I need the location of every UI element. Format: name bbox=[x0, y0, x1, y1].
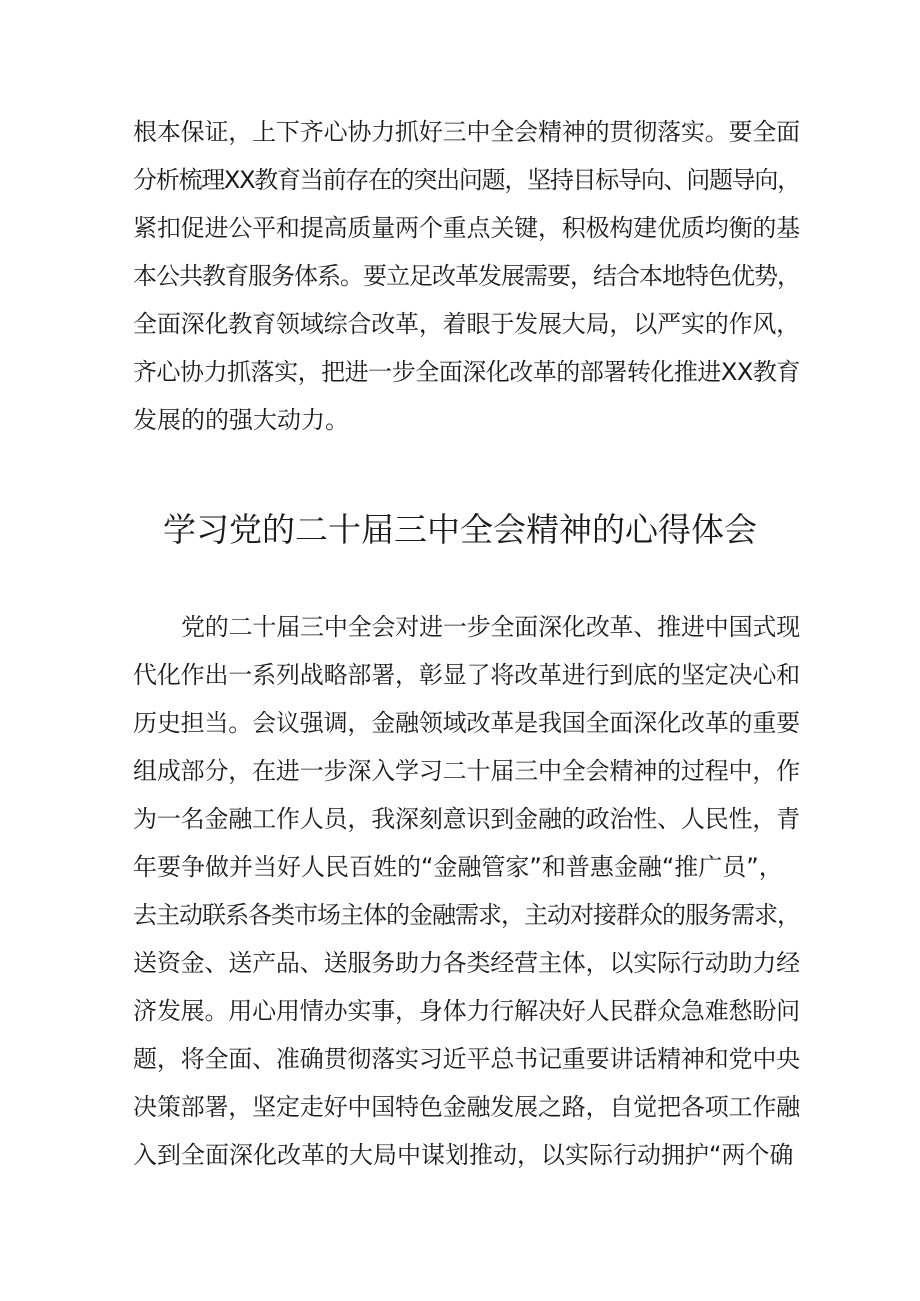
article-line: 历史担当。会议强调，金融领域改革是我国全面深化改革的重要 bbox=[133, 709, 800, 737]
article-line: 去主动联系各类市场主体的金融需求，主动对接群众的服务需求， bbox=[133, 901, 800, 929]
article-line: 入到全面深化改革的大局中谋划推动，以实际行动拥护“两个确 bbox=[133, 1141, 794, 1169]
article-line: 送资金、送产品、送服务助力各类经营主体，以实际行动助力经 bbox=[133, 949, 800, 977]
intro-line: 本公共教育服务体系。要立足改革发展需要，结合本地特色优势， bbox=[133, 262, 800, 290]
intro-line: 发展的的强大动力。 bbox=[133, 406, 349, 434]
article-line: 代化作出一系列战略部署，彰显了将改革进行到底的坚定决心和 bbox=[133, 661, 800, 689]
article-line: 党的二十届三中全会对进一步全面深化改革、推进中国式现 bbox=[181, 613, 800, 641]
article-line: 题，将全面、准确贯彻落实习近平总书记重要讲话精神和党中央 bbox=[133, 1045, 800, 1073]
intro-line: 根本保证，上下齐心协力抓好三中全会精神的贯彻落实。要全面 bbox=[133, 118, 800, 146]
article-line: 为一名金融工作人员，我深刻意识到金融的政治性、人民性，青 bbox=[133, 805, 800, 833]
article-line: 济发展。用心用情办实事，身体力行解决好人民群众急难愁盼问 bbox=[133, 997, 800, 1025]
article-title: 学习党的二十届三中全会精神的心得体会 bbox=[163, 510, 757, 549]
intro-line: 全面深化教育领域综合改革，着眼于发展大局，以严实的作风， bbox=[133, 310, 800, 338]
intro-line: 齐心协力抓落实，把进一步全面深化改革的部署转化推进XX教育 bbox=[133, 358, 800, 386]
article-line: 组成部分，在进一步深入学习二十届三中全会精神的过程中，作 bbox=[133, 757, 800, 785]
intro-line: 紧扣促进公平和提高质量两个重点关键，积极构建优质均衡的基 bbox=[133, 214, 800, 242]
article-line: 年要争做并当好人民百姓的“金融管家”和普惠金融“推广员”， bbox=[133, 853, 783, 881]
article-line: 决策部署，坚定走好中国特色金融发展之路，自觉把各项工作融 bbox=[133, 1093, 800, 1121]
intro-line: 分析梳理XX教育当前存在的突出问题，坚持目标导向、问题导向， bbox=[133, 166, 800, 194]
